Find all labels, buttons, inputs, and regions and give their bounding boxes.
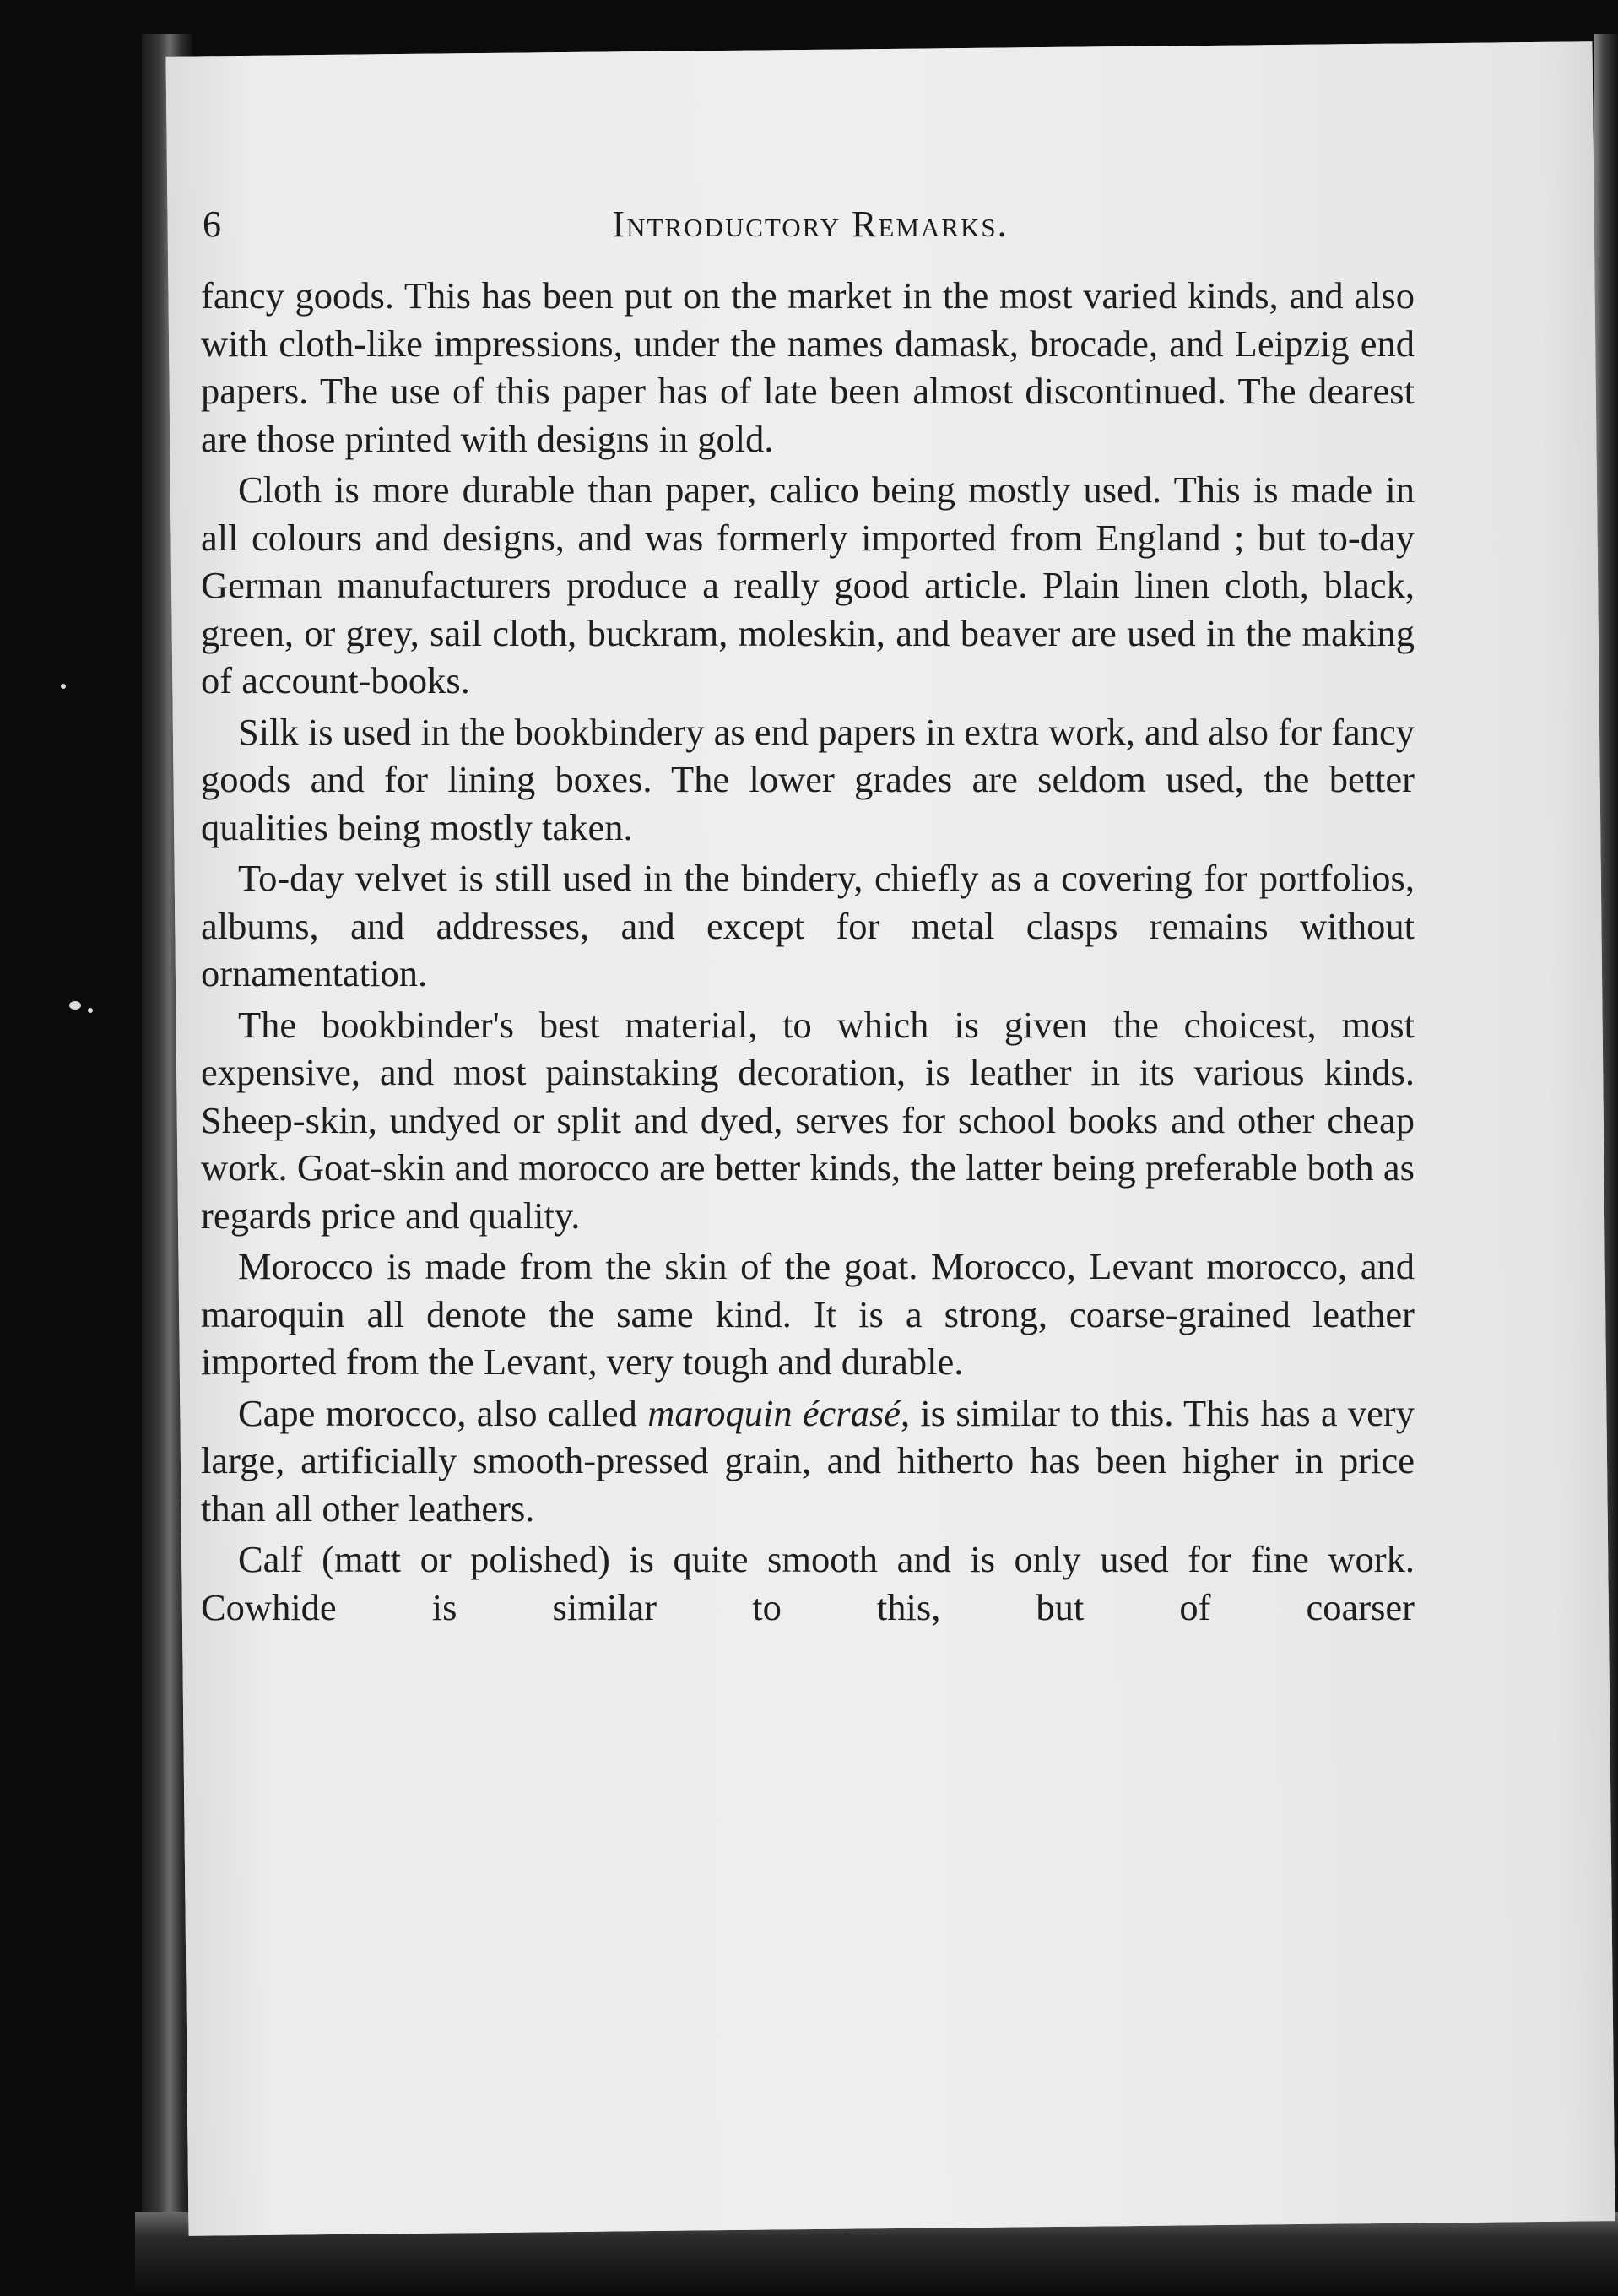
paragraph: Cloth is more durable than paper, calico being mostly used. This is made in all colours and designs, and was formerly imported from England ; but to-day German manufacturers produce a really good article. Plain linen cloth, black, green, or grey, sail cloth, buckram, moleskin, and beaver are used in the making of account-books. (201, 468, 1415, 701)
paragraph: Calf (matt or polished) is quite smooth and is only used for fine work. Cowhide is similar to this, but of coarser (201, 1538, 1415, 1628)
body-text (201, 272, 1415, 1631)
paragraph: The bookbinder's best material, to which is given the choicest, most expensive, and most painstaking decoration, is leather in its various kinds. Sheep-skin, undyed or split and dyed, serves for school books and other cheap work. Goat-skin and morocco are better kinds, the latter being preferable both as regards price and quality. (201, 1003, 1415, 1237)
paragraph-text: Cape morocco, also called (238, 1391, 648, 1434)
dust-speck (69, 1001, 81, 1010)
paragraph: Morocco is made from the skin of the goat. Morocco, Levant morocco, and maroquin all denote the same kind. It is a strong, coarse-grained leather imported from the Levant, very tough and durable. (201, 1245, 1415, 1383)
paragraph: fancy goods. This has been put on the market in the most varied kinds, and also with cloth-like impressions, under the names damask, brocade, and Leipzig end papers. The use of this paper has of late been almost discontinued. The dearest are those printed with designs in gold. (201, 274, 1415, 460)
paragraph: To-day velvet is still used in the bindery, chiefly as a covering for portfolios, albums, and addresses, and except for metal clasps remains without ornamentation. (201, 857, 1415, 994)
running-head-title: Introductory Remarks. (612, 203, 1009, 245)
dust-speck (88, 1008, 93, 1013)
paragraph (201, 1389, 1415, 1533)
paragraph-text: , is similar to this. This has a very large, artificially smooth-pressed grain, and hitherto has been higher in price than all other leathers. (201, 1391, 1415, 1530)
paragraph: Silk is used in the bookbindery as end papers in extra work, and also for fancy goods and for lining boxes. The lower grades are seldom used, the better qualities being mostly taken. (201, 710, 1415, 848)
running-head (203, 191, 1418, 258)
dust-speck (61, 684, 66, 689)
italic-term: maroquin écrasé (647, 1391, 901, 1434)
page-number: 6 (203, 203, 221, 245)
